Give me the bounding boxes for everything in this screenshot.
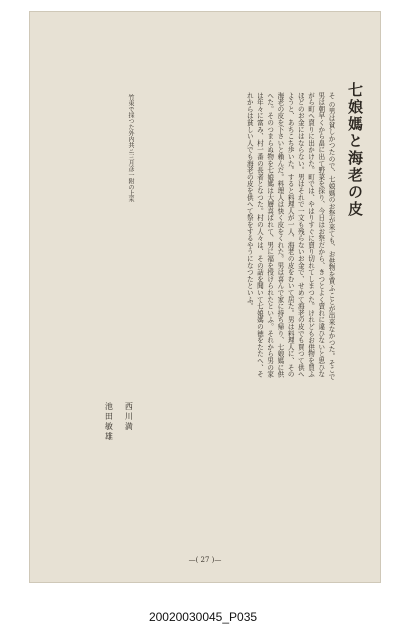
story-title: 七娘媽と海老の皮 bbox=[346, 82, 364, 218]
image-caption-id: 20020030045_P035 bbox=[148, 610, 258, 624]
footnote-text: 竹東で採つた外内共ニ三月彦一附の上采 bbox=[127, 94, 134, 202]
author-name-1: 西川満 bbox=[124, 402, 134, 432]
story-body-text: そ の男は貧しかつたので、七娘媽のお祭が来ても、お供物を買ふことが出来なかつた。そこで男は朝早くから畠に出て野菜を採り、今日はお祭だから、きつとよく賣れに違ひないと思ひながら町へ賣りに出かけた。町では、やはりすぐに賣り切れてしまつた。けれどもお供物を買ふほどのお金にはならない。男はそれで一文も残らないお金で、せめて海老の皮でも買つて供へようと、あちこち歩いた。すると料理人が一人、海老の皮をむいて居た。男は料理人に、その海老の皮を下さいと賴んだ。料理人は快く皮をくれた。男は喜んで家に持ち帰り、七娘媽に供へた。そのつまらぬ物を七娘媽は大層喜ばれて、男に福を授けられたといふ。それから男の家は年々に富み、村一番の長者となつた。村の人々は、その話を聞いて七娘媽の徳をたたへ、それからは貧しい人でも海老の皮を供へて祭をするやうになつたといふ。 bbox=[245, 92, 335, 380]
page-number: —( 27 )— bbox=[188, 556, 222, 564]
author-name-2: 池田敏雄 bbox=[104, 402, 114, 442]
book-page bbox=[30, 12, 380, 582]
